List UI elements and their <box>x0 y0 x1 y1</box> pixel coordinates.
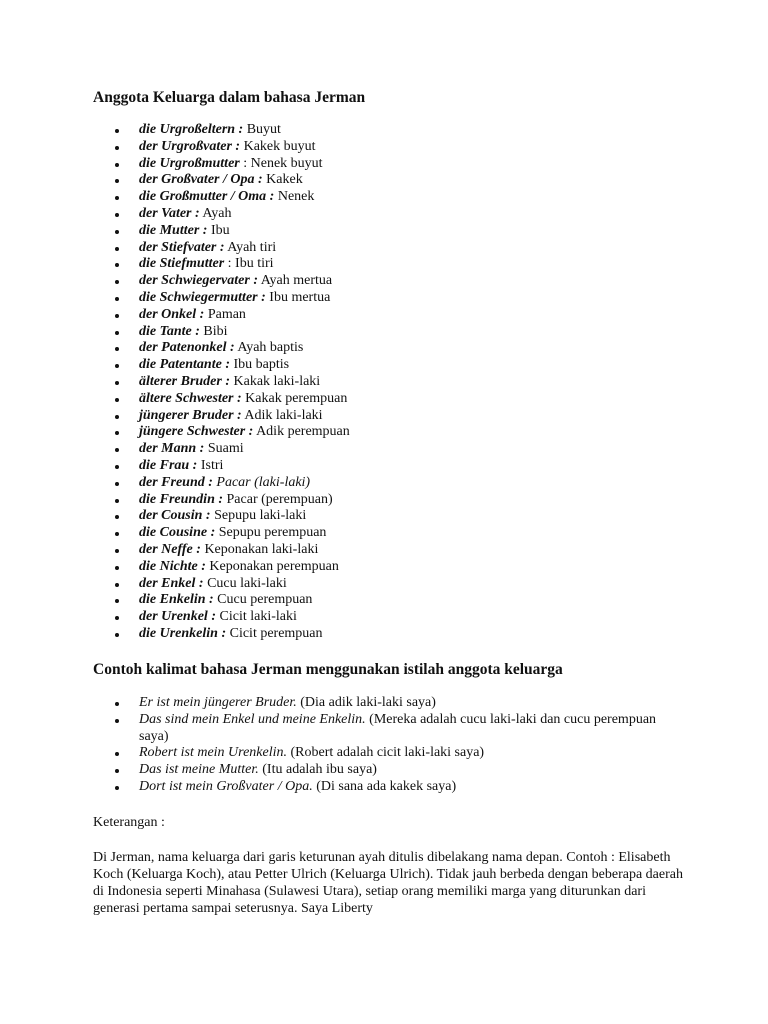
list-item <box>112 408 672 425</box>
translation: (Itu adalah ibu saya) <box>258 762 377 778</box>
german-term: die Tante : <box>139 323 200 339</box>
list-item <box>112 576 672 593</box>
translation: : Ibu tiri <box>224 256 274 272</box>
german-term: der Mann : <box>139 441 205 457</box>
translation: Adik laki-laki <box>241 407 323 423</box>
list-item <box>112 139 672 156</box>
list-item <box>112 206 672 223</box>
translation: Bibi <box>199 323 228 339</box>
german-sentence: Das sind mein Enkel und meine Enkelin. <box>139 711 366 727</box>
translation: Ayah baptis <box>234 340 304 356</box>
list-item <box>112 172 672 189</box>
translation: Kakak perempuan <box>241 390 348 406</box>
german-term: der Patenonkel : <box>139 340 235 356</box>
german-term: der Urenkel : <box>139 609 216 625</box>
list-item <box>112 592 672 609</box>
list-item <box>112 542 672 559</box>
german-sentence: Dort ist mein Großvater / Opa. <box>139 778 313 794</box>
list-item <box>112 374 672 391</box>
german-term: der Urgroßvater : <box>139 138 241 154</box>
list-item <box>112 492 672 509</box>
list-item <box>112 559 672 576</box>
list-item <box>112 189 672 206</box>
translation: Kakak laki-laki <box>230 373 321 389</box>
list-item <box>112 340 672 357</box>
translation: Ayah mertua <box>257 273 333 289</box>
translation: (Robert adalah cicit laki-laki saya) <box>287 745 485 761</box>
list-item <box>112 424 672 441</box>
translation: Istri <box>197 457 224 473</box>
list-item <box>112 762 672 779</box>
translation: Sepupu laki-laki <box>210 508 307 524</box>
german-term: die Nichte : <box>139 558 206 574</box>
translation: (Di sana ada kakek saya) <box>312 778 457 794</box>
translation: Cicit laki-laki <box>216 609 297 625</box>
section-title-example-sentences: Contoh kalimat bahasa Jerman menggunakan istilah anggota keluarga <box>93 661 563 678</box>
list-item <box>112 240 672 257</box>
german-term: die Enkelin : <box>139 592 214 608</box>
translation: Cicit perempuan <box>226 625 323 641</box>
translation: Buyut <box>243 122 281 137</box>
translation: Pacar (perempuan) <box>223 491 333 507</box>
german-term: ältere Schwester : <box>139 390 242 406</box>
german-term: der Onkel : <box>139 306 205 322</box>
german-sentence: Robert ist mein Urenkelin. <box>139 745 288 761</box>
list-item <box>112 122 672 139</box>
german-term: jüngere Schwester : <box>139 424 254 440</box>
german-term: der Enkel : <box>139 575 204 591</box>
note-paragraph: Di Jerman, nama keluarga dari garis keturunan ayah ditulis dibelakang nama depan. Contoh : Elisabeth Koch (Keluarga Koch), atau Petter Ulrich (Keluarga Ulrich). Tidak jauh berbeda dengan beberapa daerah di Indonesia seperti Minahasa (Sulawesi Utara), setiap orang memiliki marga yang diturunkan dari generasi pertama sampai seterusnya. Saya Liberty <box>93 850 683 916</box>
list-item <box>112 156 672 173</box>
translation: Paman <box>204 306 246 322</box>
list-item <box>112 609 672 626</box>
note-label: Keterangan : <box>93 815 165 830</box>
vocabulary-list <box>112 122 672 643</box>
german-term: der Vater : <box>139 205 200 221</box>
german-term: die Freundin : <box>139 491 224 507</box>
german-term: der Neffe : <box>139 541 201 557</box>
translation: : Nenek buyut <box>239 155 323 171</box>
translation: Adik perempuan <box>253 424 350 440</box>
translation: Ibu <box>207 222 230 238</box>
translation: Suami <box>204 441 244 457</box>
german-term: älterer Bruder : <box>139 373 230 389</box>
list-item <box>112 441 672 458</box>
translation: Kakek buyut <box>240 138 316 154</box>
list-item <box>112 712 672 746</box>
list-item <box>112 307 672 324</box>
list-item <box>112 273 672 290</box>
translation: Pacar (laki-laki) <box>212 474 311 490</box>
list-item <box>112 745 672 762</box>
translation: Nenek <box>274 189 315 205</box>
german-term: der Großvater / Opa : <box>139 172 263 188</box>
translation: (Dia adik laki-laki saya) <box>296 695 436 710</box>
translation: (Mereka adalah cucu laki-laki dan cucu perempuan saya) <box>139 711 657 744</box>
german-term: die Urgroßmutter <box>139 155 240 171</box>
translation: Ayah tiri <box>224 239 277 255</box>
list-item <box>112 695 672 712</box>
list-item <box>112 626 672 643</box>
german-term: die Großmutter / Oma : <box>139 189 275 205</box>
translation: Ibu baptis <box>230 357 290 373</box>
list-item <box>112 357 672 374</box>
list-item <box>112 508 672 525</box>
translation: Ibu mertua <box>265 289 331 305</box>
list-item <box>112 256 672 273</box>
german-term: die Urgroßeltern : <box>139 122 244 137</box>
german-term: die Cousine : <box>139 525 216 541</box>
german-term: die Stiefmutter <box>139 256 225 272</box>
german-term: die Urenkelin : <box>139 625 227 641</box>
german-term: die Frau : <box>139 457 198 473</box>
german-term: der Stiefvater : <box>139 239 225 255</box>
translation: Kakek <box>262 172 303 188</box>
german-sentence: Er ist mein jüngerer Bruder. <box>139 695 297 710</box>
list-item <box>112 223 672 240</box>
translation: Cucu laki-laki <box>203 575 287 591</box>
german-term: der Schwiegervater : <box>139 273 258 289</box>
list-item <box>112 525 672 542</box>
german-term: der Cousin : <box>139 508 211 524</box>
section-title-family-members: Anggota Keluarga dalam bahasa Jerman <box>93 89 366 106</box>
german-term: die Patentante : <box>139 357 230 373</box>
german-sentence: Das ist meine Mutter. <box>139 762 259 778</box>
list-item <box>112 324 672 341</box>
translation: Sepupu perempuan <box>215 525 327 541</box>
translation: Cucu perempuan <box>213 592 313 608</box>
german-term: die Mutter : <box>139 222 208 238</box>
list-item <box>112 779 672 796</box>
list-item <box>112 391 672 408</box>
german-term: der Freund : <box>139 474 213 490</box>
translation: Keponakan laki-laki <box>200 541 319 557</box>
german-term: jüngerer Bruder : <box>139 407 242 423</box>
list-item <box>112 290 672 307</box>
example-sentence-list <box>112 695 672 796</box>
list-item <box>112 475 672 492</box>
translation: Ayah <box>199 205 232 221</box>
translation: Keponakan perempuan <box>205 558 339 574</box>
german-term: die Schwiegermutter : <box>139 289 266 305</box>
list-item <box>112 458 672 475</box>
